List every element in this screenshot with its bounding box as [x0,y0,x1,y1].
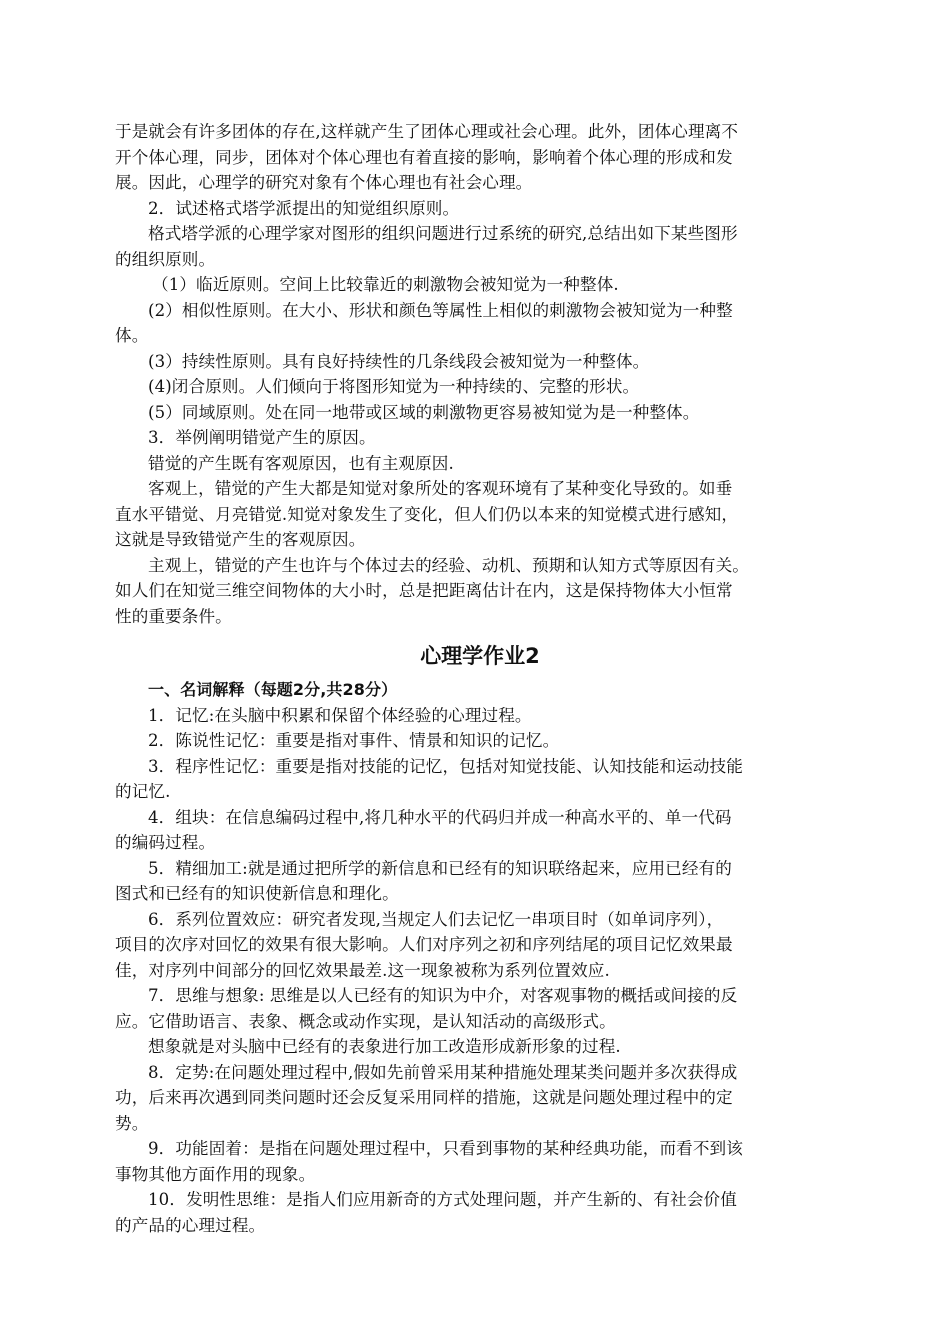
text-line: 3．程序性记忆：重要是指对技能的记忆，包括对知觉技能、认知技能和运动技能 [148,756,743,776]
text-line: 主观上，错觉的产生也许与个体过去的经验、动机、预期和认知方式等原因有关。 [148,555,749,575]
text-line: 的组织原则。 [115,249,216,269]
text-line: 2．陈说性记忆：重要是指对事件、情景和知识的记忆。 [148,731,560,750]
text-line: 开个体心理，同步，团体对个体心理也有着直接的影响，影响着个体心理的形成和发 [115,147,733,167]
text-line: 4．组块：在信息编码过程中,将几种水平的代码归并成一种高水平的、单一代码 [148,807,732,827]
text-line: 错觉的产生既有客观原因，也有主观原因. [148,453,454,473]
text-line: 性的重要条件。 [115,606,232,626]
text-line: 如人们在知觉三维空间物体的大小时，总是把距离估计在内，这是保持物体大小恒常 [115,581,733,600]
text-line: (2）相似性原则。在大小、形状和颜色等属性上相似的刺激物会被知觉为一种整 [148,300,733,320]
text-line: 展。因此，心理学的研究对象有个体心理也有社会心理。 [115,173,533,192]
text-line: 想象就是对头脑中已经有的表象进行加工改造形成新形象的过程. [148,1037,621,1056]
text-line: 这就是导致错觉产生的客观原因。 [115,530,366,549]
text-line: 的记忆. [115,782,171,801]
text-line: 9．功能固着：是指在问题处理过程中，只看到事物的某种经典功能，而看不到该 [148,1139,743,1158]
text-line: 1．记忆:在头脑中积累和保留个体经验的心理过程。 [148,705,532,725]
text-line: 的编码过程。 [115,833,216,852]
text-line: 项目的次序对回忆的效果有很大影响。人们对序列之初和序列结尾的项目记忆效果最 [115,935,733,954]
text-line: 格式塔学派的心理学家对图形的组织问题进行过系统的研究,总结出如下某些图形 [148,224,738,243]
text-line: 功，后来再次遇到同类问题时还会反复采用同样的措施，这就是问题处理过程中的定 [115,1088,733,1107]
text-line: 佳，对序列中间部分的回忆效果最差.这一现象被称为系列位置效应. [115,960,610,980]
text-line: 7．思维与想象: 思维是以人已经有的知识为中介，对客观事物的概括或间接的反 [148,986,738,1005]
text-line: 3．举例阐明错觉产生的原因。 [148,428,376,447]
top-paragraphs [115,119,845,629]
text-line: (4)闭合原则。人们倾向于将图形知觉为一种持续的、完整的形状。 [148,377,640,396]
text-line: 10．发明性思维：是指人们应用新奇的方式处理问题，并产生新的、有社会价值 [148,1190,737,1209]
text-line: 2．试述格式塔学派提出的知觉组织原则。 [148,198,460,218]
text-line: 势。 [115,1113,149,1133]
text-line: 应。它借助语言、表象、概念或动作实现，是认知活动的高级形式。 [115,1011,616,1031]
section-heading: 一、名词解释（每题2分,共28分） [148,680,398,699]
text-line: 客观上，错觉的产生大都是知觉对象所处的客观环境有了某种变化导致的。如垂 [148,479,733,498]
text-line: 直水平错觉、月亮错觉.知觉对象发生了变化，但人们仍以本来的知觉模式进行感知， [115,504,739,524]
text-line: 事物其他方面作用的现象。 [115,1164,316,1184]
text-line: 5．精细加工:就是通过把所学的新信息和已经有的知识联络起来，应用已经有的 [148,858,732,878]
definitions-list [115,703,845,1239]
text-line: 的产品的心理过程。 [115,1215,266,1235]
document-title: 心理学作业2 [420,644,540,668]
document-page [115,119,845,1238]
text-line: 图式和已经有的知识使新信息和理化。 [115,884,399,903]
text-line: 8．定势:在问题处理过程中,假如先前曾采用某种措施处理某类问题并多次获得成 [148,1062,738,1082]
text-line: (3）持续性原则。具有良好持续性的几条线段会被知觉为一种整体。 [148,351,650,371]
text-line: （1）临近原则。空间上比较靠近的刺激物会被知觉为一种整体. [152,275,619,294]
text-line: 体。 [115,326,149,345]
text-line: (5）同域原则。处在同一地带或区域的刺激物更容易被知觉为是一种整体。 [148,402,700,422]
text-line: 于是就会有许多团体的存在,这样就产生了团体心理或社会心理。此外，团体心理离不 [115,122,739,141]
text-line: 6．系列位置效应：研究者发现,当规定人们去记忆一串项目时（如单词序列）， [148,909,724,929]
